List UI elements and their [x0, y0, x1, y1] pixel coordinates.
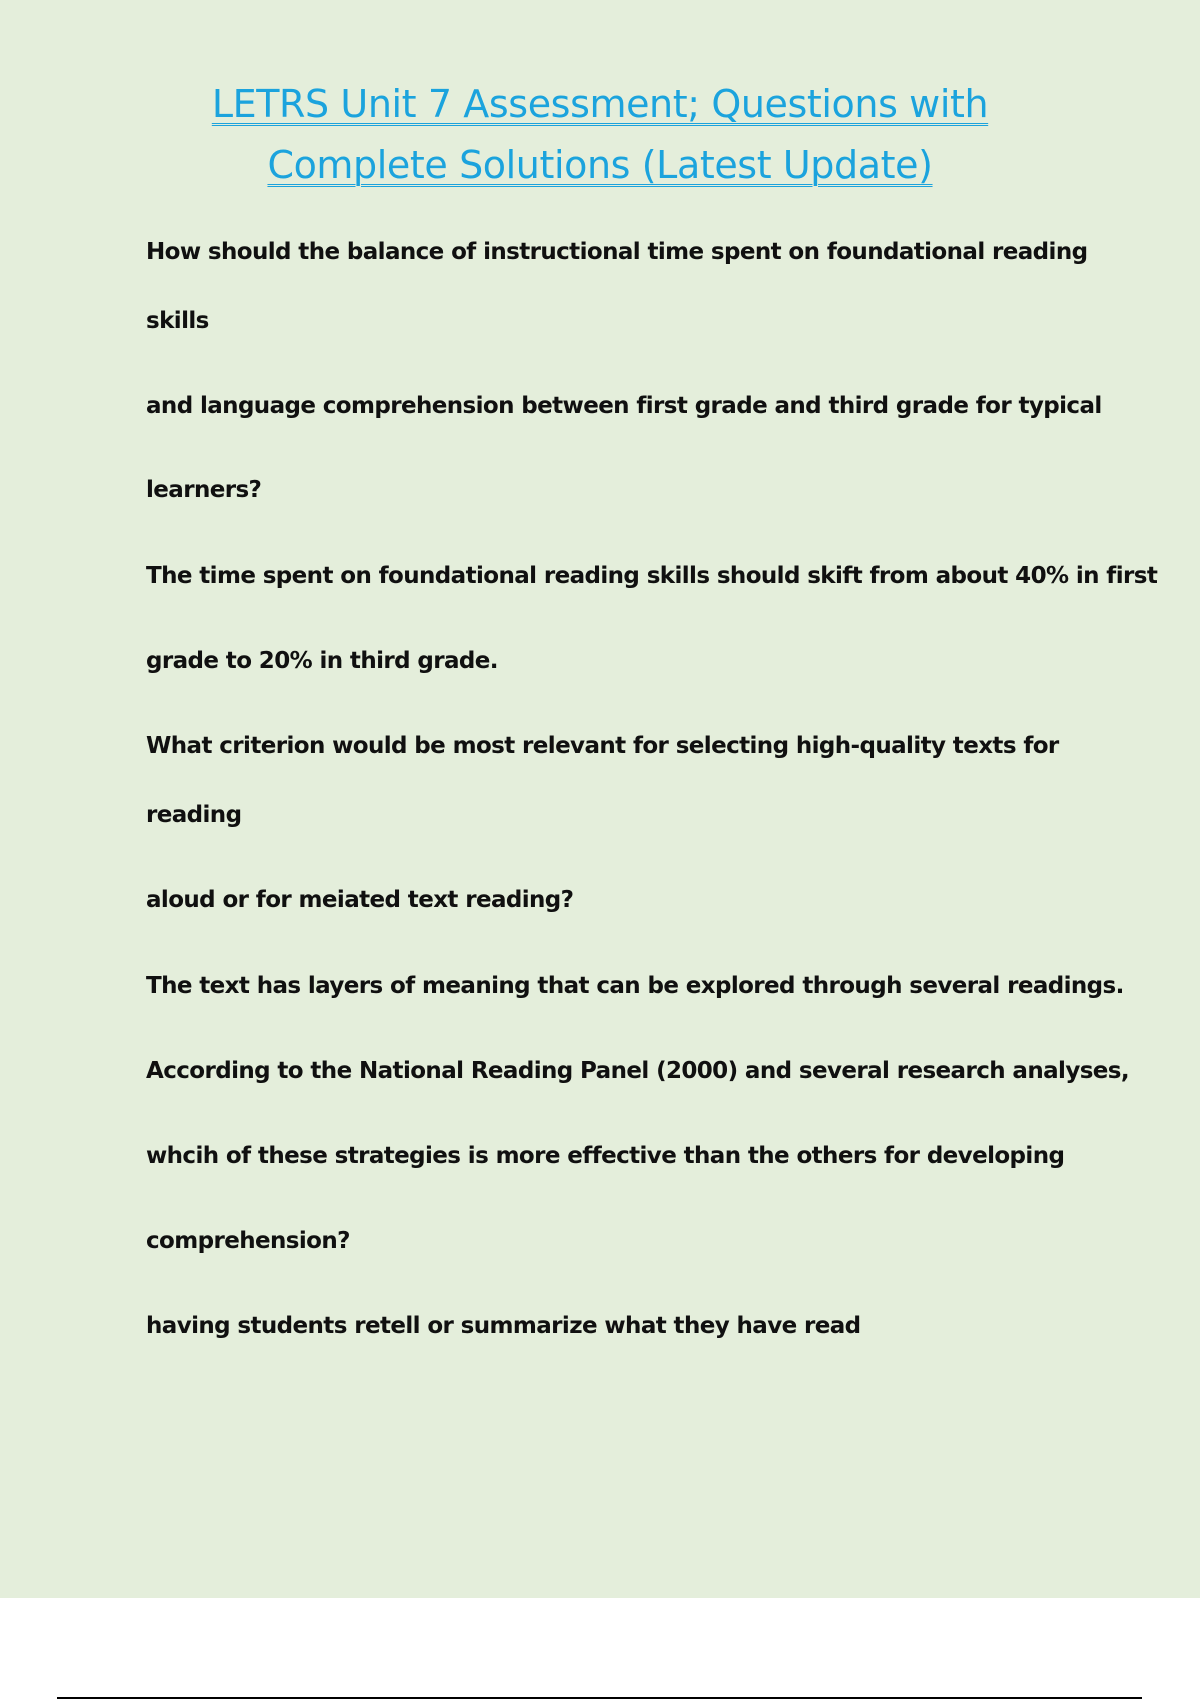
answer-1-line-2: grade to 20% in third grade.: [146, 648, 498, 674]
title-line-2: Complete Solutions (Latest Update): [267, 143, 933, 187]
answer-2-line-1: The text has layers of meaning that can be explored through several readings.: [146, 973, 1124, 999]
answer-1-line-1: The time spent on foundational reading skills should skift from about 40% in first: [146, 563, 1158, 589]
question-2-line-3: aloud or for meiated text reading?: [146, 887, 574, 913]
footer-rule: [57, 1697, 1142, 1699]
answer-3-line-1: having students retell or summarize what they have read: [146, 1313, 861, 1339]
question-2-line-1: What criterion would be most relevant for selecting high-quality texts for: [146, 733, 1059, 759]
question-3-line-1: According to the National Reading Panel (2000) and several research analyses,: [146, 1058, 1130, 1084]
question-3-line-2: whcih of these strategies is more effective than the others for developing: [146, 1143, 1065, 1169]
question-1-line-2: skills: [146, 308, 209, 334]
title-line-1: LETRS Unit 7 Assessment; Questions with: [211, 82, 989, 126]
question-2-line-2: reading: [146, 802, 242, 828]
question-3-line-3: comprehension?: [146, 1228, 350, 1254]
question-1-line-3: and language comprehension between first grade and third grade for typical: [146, 393, 1102, 419]
page-title: [0, 74, 1200, 196]
question-1-line-4: learners?: [146, 477, 262, 503]
question-1-line-1: How should the balance of instructional time spent on foundational reading: [146, 239, 1088, 265]
